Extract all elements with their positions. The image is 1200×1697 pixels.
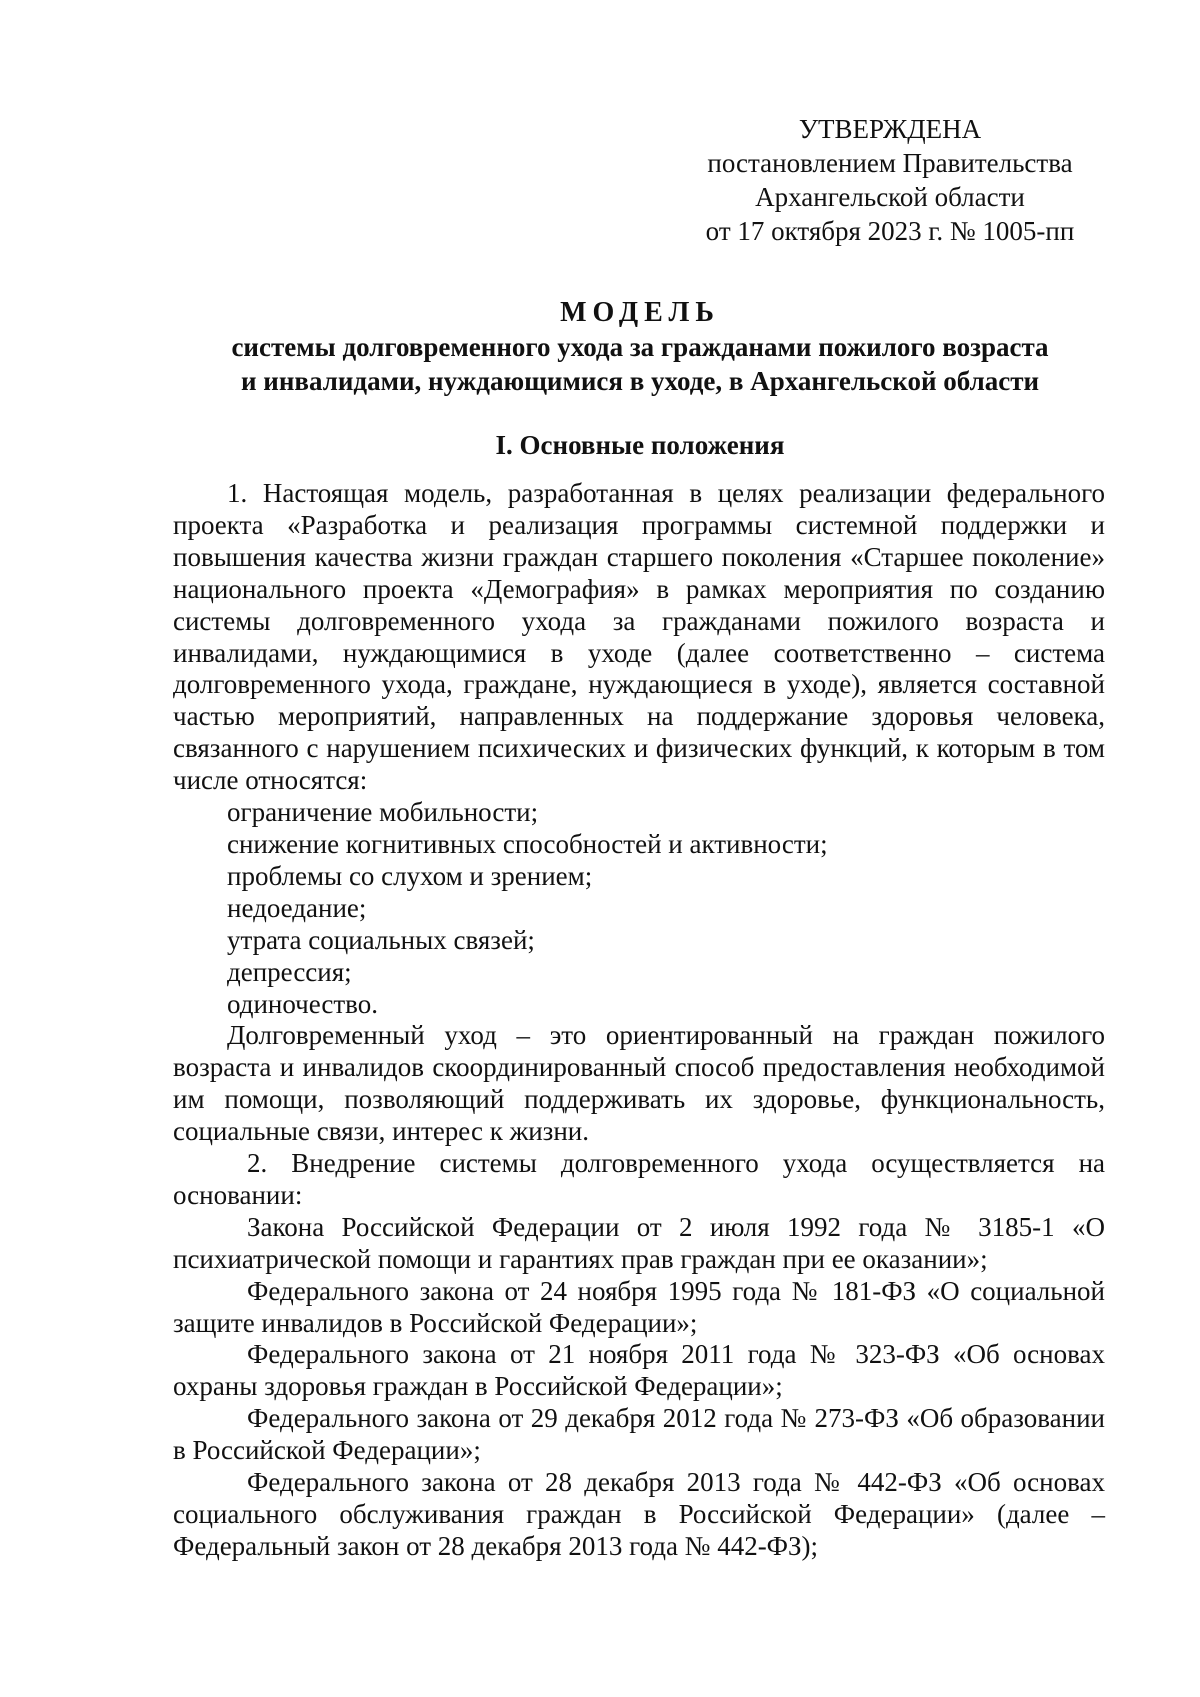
law-item: Федерального закона от 29 декабря 2012 года № 273-ФЗ «Об образовании в Российской Федерации»;: [173, 1403, 1105, 1466]
section-heading: I. Основные положения: [495, 430, 785, 460]
law-item: Федерального закона от 28 декабря 2013 года № 442-ФЗ «Об основах социального обслуживания граждан в Российской Федерации» (далее – Федеральный закон от 28 декабря 2013 года № 442-ФЗ);: [173, 1467, 1105, 1561]
document-subtitle-line-2: и инвалидами, нуждающимися в уходе, в Архангельской области: [240, 366, 1040, 396]
approval-line-2: постановлением Правительства: [707, 148, 1073, 178]
document-body: [173, 478, 1105, 1563]
document-title-block: [170, 296, 1110, 398]
document-subtitle-line-1: системы долговременного ухода за гражданами пожилого возраста: [231, 332, 1049, 362]
approval-line-3: Архангельской области: [755, 182, 1025, 212]
list-item: недоедание;: [227, 892, 367, 923]
paragraph-2: 2. Внедрение системы долговременного ухода осуществляется на основании:: [173, 1148, 1105, 1210]
list-item: проблемы со слухом и зрением;: [227, 860, 593, 891]
list-item: снижение когнитивных способностей и активности;: [227, 828, 828, 859]
list-item: одиночество.: [227, 988, 378, 1019]
approval-line-4: от 17 октября 2023 г. № 1005-пп: [705, 216, 1075, 246]
law-item: Федерального закона от 24 ноября 1995 года № 181-ФЗ «О социальной защите инвалидов в Российской Федерации»;: [173, 1275, 1105, 1338]
paragraph-definition: Долговременный уход – это ориентированный на граждан пожилого возраста и инвалидов скоординированный способ предоставления необходимой им помощи, позволяющий поддерживать их здоровье, функциональность, социальные связи, интерес к жизни.: [173, 1020, 1105, 1147]
paragraph-1: 1. Настоящая модель, разработанная в целях реализации федерального проекта «Разработка и реализация программы системной поддержки и повышения качества жизни граждан старшего поколения «Старшее поколение» национального проекта «Демография» в рамках мероприятия по созданию системы долговременного ухода за гражданами пожилого возраста и инвалидами, нуждающимися в уходе (далее соответственно – система долговременного ухода, граждане, нуждающиеся в уходе), является составной частью мероприятий, направленных на поддержание здоровья человека, связанного с нарушением психических и физических функций, к которым в том числе относятся:: [173, 478, 1105, 796]
law-item: Федерального закона от 21 ноября 2011 года № 323-ФЗ «Об основах охраны здоровья граждан в Российской Федерации»;: [173, 1339, 1105, 1402]
law-item: Закона Российской Федерации от 2 июля 1992 года № 3185-1 «О психиатрической помощи и гарантиях прав граждан при ее оказании»;: [173, 1211, 1105, 1274]
document-title: МОДЕЛЬ: [560, 297, 720, 328]
approval-stamp: [690, 112, 1090, 248]
list-item: депрессия;: [227, 956, 352, 987]
list-item: утрата социальных связей;: [227, 924, 535, 955]
list-item: ограничение мобильности;: [227, 797, 539, 828]
approval-line-1: УТВЕРЖДЕНА: [798, 114, 982, 144]
